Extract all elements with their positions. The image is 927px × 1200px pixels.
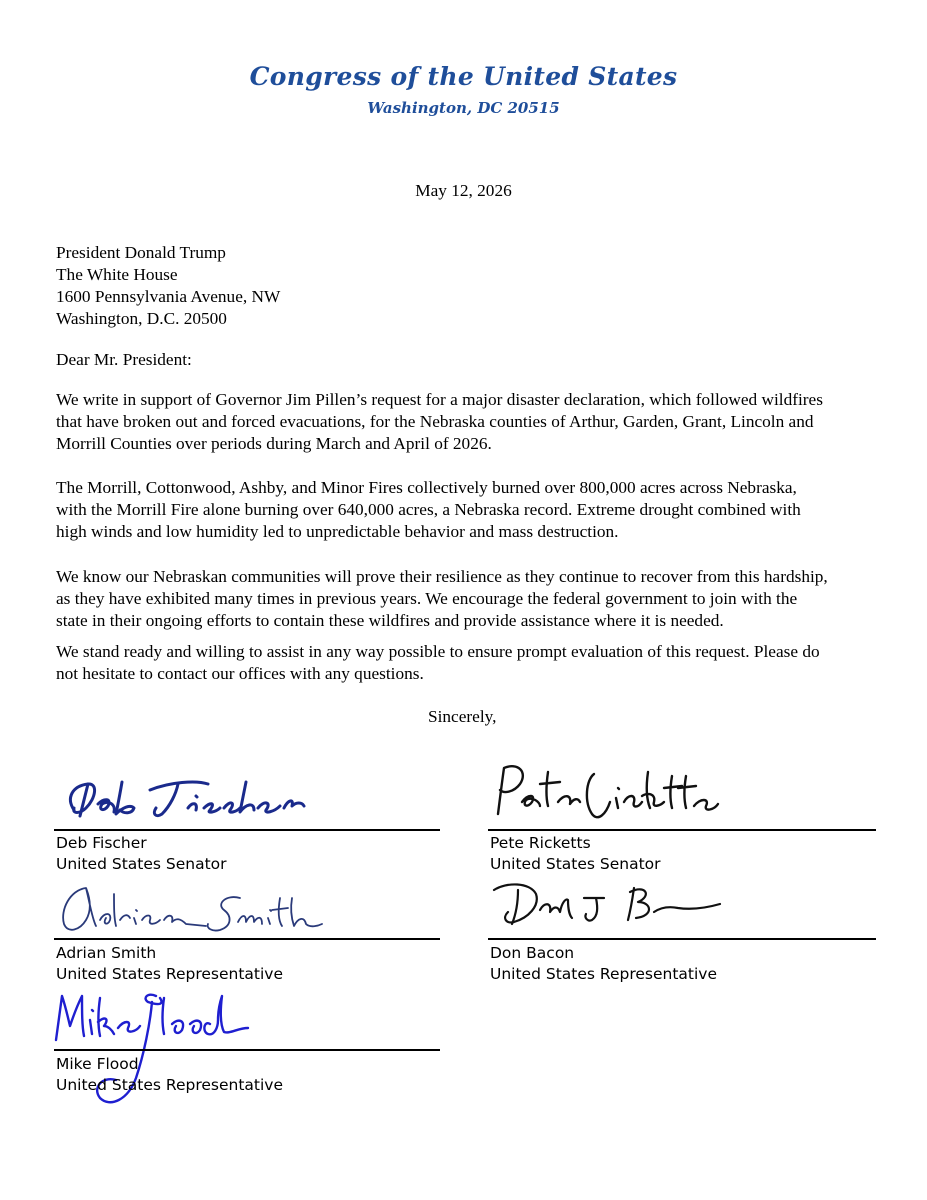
- recipient-line: 1600 Pennsylvania Avenue, NW: [56, 287, 281, 306]
- paragraph-line: We write in support of Governor Jim Pillen’s request for a major disaster declaration, which followed wildfires: [56, 390, 823, 409]
- signatory-name: Mike Flood: [56, 1055, 139, 1073]
- signatory-name: Adrian Smith: [56, 944, 157, 962]
- recipient-line: The White House: [56, 265, 178, 284]
- signature-line: [54, 1049, 440, 1051]
- paragraph-line: as they have exhibited many times in previous years. We encourage the federal government to join with the: [56, 589, 798, 608]
- signature-line: [488, 829, 876, 831]
- letter-date: May 12, 2026: [415, 181, 512, 200]
- signature-deb-fischer: [58, 768, 308, 830]
- paragraph-line: state in their ongoing efforts to contain these wildfires and provide assistance where it is needed.: [56, 611, 724, 630]
- signatory-title: United States Representative: [490, 965, 718, 983]
- paragraph-line: not hesitate to contact our offices with any questions.: [56, 664, 424, 683]
- paragraph-line: We know our Nebraskan communities will prove their resilience as they continue to recover from this hardship,: [56, 567, 828, 586]
- paragraph-line: Morrill Counties over periods during March and April of 2026.: [56, 434, 492, 453]
- signatory-name: Don Bacon: [490, 944, 575, 962]
- salutation: Dear Mr. President:: [56, 350, 192, 369]
- paragraph: [56, 566, 886, 632]
- signature-line: [54, 829, 440, 831]
- signatory-title: United States Senator: [56, 855, 227, 873]
- signature-don-bacon: [488, 872, 728, 936]
- signatory-title: United States Senator: [490, 855, 661, 873]
- paragraph: [56, 477, 886, 543]
- recipient-line: President Donald Trump: [56, 243, 226, 262]
- signatory-title: United States Representative: [56, 965, 284, 983]
- paragraph-line: high winds and low humidity led to unpredictable behavior and mass destruction.: [56, 522, 619, 541]
- signature-pete-ricketts: [488, 758, 728, 830]
- paragraph: [56, 389, 886, 455]
- paragraph-line: The Morrill, Cottonwood, Ashby, and Minor Fires collectively burned over 800,000 acres across Nebraska,: [56, 478, 797, 497]
- paragraph-line: We stand ready and willing to assist in any way possible to ensure prompt evaluation of this request. Please do: [56, 642, 820, 661]
- letterhead-subtitle: Washington, DC 20515: [367, 99, 560, 117]
- paragraph: [56, 641, 886, 685]
- signature-line: [54, 938, 440, 940]
- signatory-name: Pete Ricketts: [490, 834, 591, 852]
- recipient-address: [56, 242, 280, 330]
- letterhead-title: Congress of the United States: [249, 62, 678, 91]
- signatory-name: Deb Fischer: [56, 834, 147, 852]
- recipient-line: Washington, D.C. 20500: [56, 309, 227, 328]
- signatory-title: United States Representative: [56, 1076, 284, 1094]
- paragraph-line: that have broken out and forced evacuations, for the Nebraska counties of Arthur, Garden, Grant, Lincoln and: [56, 412, 814, 431]
- closing: Sincerely,: [428, 707, 497, 726]
- signature-adrian-smith: [56, 880, 326, 940]
- paragraph-line: with the Morrill Fire alone burning over 640,000 acres, a Nebraska record. Extreme drought combined with: [56, 500, 801, 519]
- signature-line: [488, 938, 876, 940]
